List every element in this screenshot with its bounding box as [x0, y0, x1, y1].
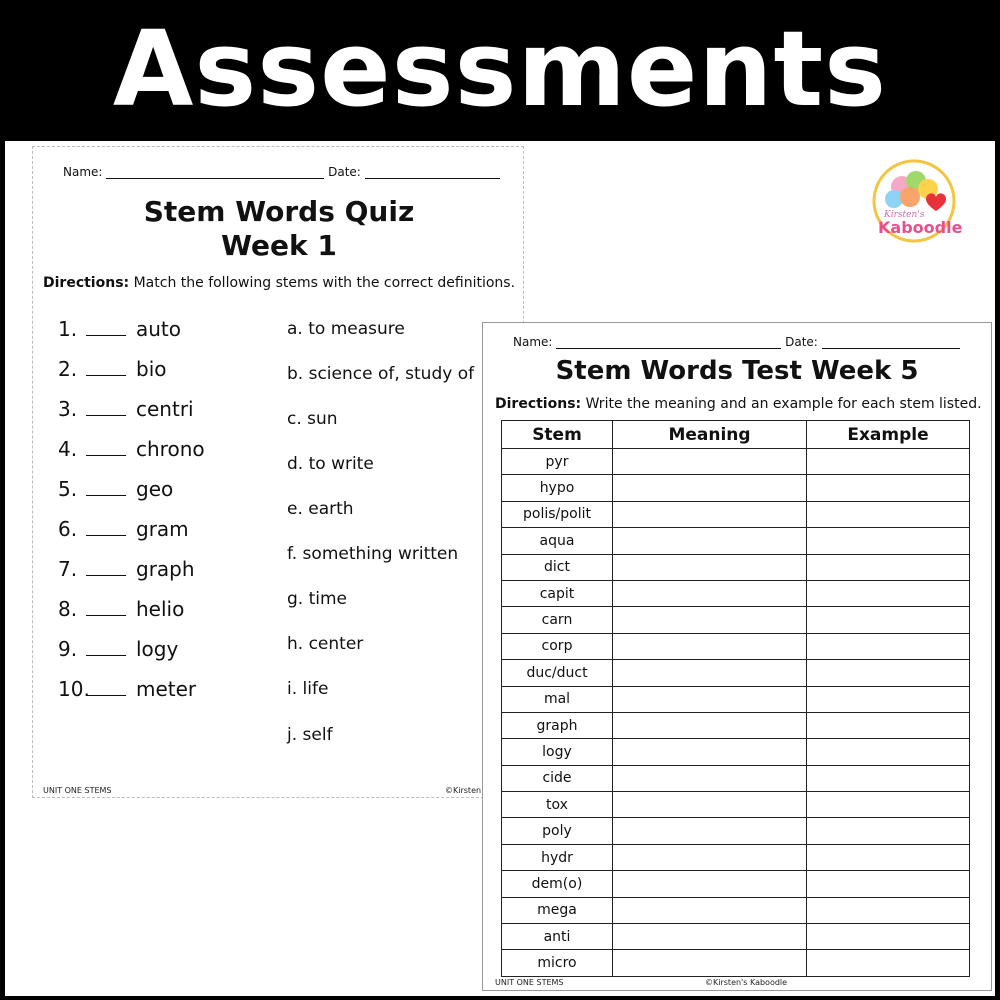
- test-name-label: Name:: [513, 335, 553, 349]
- test-footer-left: UNIT ONE STEMS: [495, 978, 564, 987]
- example-cell[interactable]: [807, 686, 970, 712]
- definition-item: b. science of, study of: [287, 364, 475, 384]
- meaning-cell[interactable]: [613, 950, 807, 976]
- meaning-cell[interactable]: [613, 554, 807, 580]
- stem-cell: hydr: [502, 844, 613, 870]
- test-name-field[interactable]: [556, 338, 781, 349]
- table-row: [502, 660, 970, 686]
- quiz-item-number: 7.: [58, 557, 78, 581]
- quiz-item-number: 1.: [58, 317, 78, 341]
- answer-blank[interactable]: [86, 401, 126, 416]
- brain-heart-icon: [864, 159, 964, 243]
- answer-blank[interactable]: [86, 681, 126, 696]
- test-date-label: Date:: [785, 335, 818, 349]
- kirstens-kaboodle-logo: [864, 159, 964, 243]
- quiz-directions-text: Match the following stems with the correct definitions.: [133, 275, 516, 291]
- example-cell[interactable]: [807, 712, 970, 738]
- meaning-cell[interactable]: [613, 739, 807, 765]
- stem-cell: micro: [502, 950, 613, 976]
- test-directions-text: Write the meaning and an example for each stem listed.: [585, 396, 982, 412]
- answer-blank[interactable]: [86, 361, 126, 376]
- stem-cell: pyr: [502, 449, 613, 475]
- answer-blank[interactable]: [86, 441, 126, 456]
- stem-table-body: [502, 449, 970, 977]
- quiz-footer-left: UNIT ONE STEMS: [43, 786, 112, 795]
- stem-cell: anti: [502, 924, 613, 950]
- example-cell[interactable]: [807, 475, 970, 501]
- logo-line2: Kaboodle: [878, 218, 963, 237]
- quiz-item: [58, 637, 178, 661]
- quiz-item: [58, 317, 181, 341]
- stem-cell: aqua: [502, 528, 613, 554]
- quiz-name-label: Name:: [63, 165, 103, 179]
- meaning-cell[interactable]: [613, 871, 807, 897]
- table-row: [502, 924, 970, 950]
- quiz-title-line2: Week 1: [221, 229, 337, 262]
- table-row: [502, 607, 970, 633]
- table-row: [502, 950, 970, 976]
- table-row: [502, 897, 970, 923]
- stem-cell: corp: [502, 633, 613, 659]
- column-header-meaning: Meaning: [613, 421, 807, 449]
- stem-cell: logy: [502, 739, 613, 765]
- example-cell[interactable]: [807, 554, 970, 580]
- table-row: [502, 501, 970, 527]
- table-row: [502, 633, 970, 659]
- answer-blank[interactable]: [86, 481, 126, 496]
- quiz-item-number: 2.: [58, 357, 78, 381]
- table-row: [502, 792, 970, 818]
- stem-cell: poly: [502, 818, 613, 844]
- example-cell[interactable]: [807, 871, 970, 897]
- meaning-cell[interactable]: [613, 924, 807, 950]
- table-row: [502, 475, 970, 501]
- stem-cell: polis/polit: [502, 501, 613, 527]
- definition-item: e. earth: [287, 499, 354, 519]
- meaning-cell[interactable]: [613, 897, 807, 923]
- meaning-cell[interactable]: [613, 818, 807, 844]
- meaning-cell[interactable]: [613, 844, 807, 870]
- quiz-item-stem: geo: [136, 477, 174, 501]
- quiz-item-stem: graph: [136, 557, 195, 581]
- stem-words-quiz-sheet: [32, 146, 524, 798]
- answer-blank[interactable]: [86, 521, 126, 536]
- meaning-cell[interactable]: [613, 607, 807, 633]
- answer-blank[interactable]: [86, 641, 126, 656]
- quiz-footer-right: ©Kirsten: [445, 786, 482, 795]
- example-cell[interactable]: [807, 950, 970, 976]
- test-directions: [495, 396, 982, 412]
- example-cell[interactable]: [807, 580, 970, 606]
- stem-table: [501, 420, 970, 977]
- quiz-item: [58, 397, 194, 421]
- logo-line1: Kirsten's: [884, 210, 925, 220]
- test-name-date-line: [513, 335, 960, 349]
- meaning-cell[interactable]: [613, 765, 807, 791]
- quiz-directions-label: Directions:: [43, 275, 130, 291]
- definition-item: a. to measure: [287, 319, 405, 339]
- table-row: [502, 765, 970, 791]
- stem-cell: capit: [502, 580, 613, 606]
- example-cell[interactable]: [807, 449, 970, 475]
- meaning-cell[interactable]: [613, 660, 807, 686]
- test-directions-label: Directions:: [495, 396, 582, 412]
- quiz-item-stem: auto: [136, 317, 182, 341]
- quiz-item: [58, 517, 189, 541]
- quiz-item-stem: gram: [136, 517, 189, 541]
- stem-cell: tox: [502, 792, 613, 818]
- stem-words-test-sheet: [483, 323, 991, 990]
- quiz-item-stem: meter: [136, 677, 197, 701]
- quiz-item-stem: centri: [136, 397, 194, 421]
- example-cell[interactable]: [807, 633, 970, 659]
- banner-title: Assessments: [112, 8, 888, 130]
- meaning-cell[interactable]: [613, 475, 807, 501]
- quiz-item-number: 4.: [58, 437, 78, 461]
- stem-cell: graph: [502, 712, 613, 738]
- definition-item: i. life: [287, 679, 329, 699]
- definition-item: c. sun: [287, 409, 338, 429]
- example-cell[interactable]: [807, 660, 970, 686]
- quiz-title-line1: Stem Words Quiz: [143, 195, 415, 228]
- quiz-item-number: 5.: [58, 477, 78, 501]
- answer-blank[interactable]: [86, 601, 126, 616]
- quiz-name-field[interactable]: [106, 168, 324, 179]
- definition-item: g. time: [287, 589, 348, 609]
- stem-cell: hypo: [502, 475, 613, 501]
- header-banner: [0, 0, 1000, 138]
- quiz-item-number: 8.: [58, 597, 78, 621]
- table-header-row: [502, 421, 970, 449]
- quiz-item: [58, 597, 184, 621]
- quiz-item: [58, 677, 196, 701]
- table-row: [502, 528, 970, 554]
- meaning-cell[interactable]: [613, 449, 807, 475]
- quiz-name-date-line: [63, 165, 500, 179]
- example-cell[interactable]: [807, 528, 970, 554]
- example-cell[interactable]: [807, 501, 970, 527]
- test-title: Stem Words Test Week 5: [555, 356, 919, 386]
- quiz-directions: [43, 275, 515, 291]
- table-row: [502, 871, 970, 897]
- example-cell[interactable]: [807, 818, 970, 844]
- definition-item: j. self: [287, 725, 333, 745]
- quiz-item: [58, 477, 173, 501]
- meaning-cell[interactable]: [613, 686, 807, 712]
- table-row: [502, 686, 970, 712]
- test-date-field[interactable]: [822, 338, 960, 349]
- table-row: [502, 554, 970, 580]
- stem-cell: dem(o): [502, 871, 613, 897]
- stem-cell: dict: [502, 554, 613, 580]
- quiz-item: [58, 557, 195, 581]
- quiz-date-label: Date:: [328, 165, 361, 179]
- definition-item: d. to write: [287, 454, 374, 474]
- table-row: [502, 449, 970, 475]
- example-cell[interactable]: [807, 607, 970, 633]
- table-row: [502, 818, 970, 844]
- example-cell[interactable]: [807, 765, 970, 791]
- quiz-item: [58, 437, 205, 461]
- example-cell[interactable]: [807, 844, 970, 870]
- stem-cell: cide: [502, 765, 613, 791]
- meaning-cell[interactable]: [613, 633, 807, 659]
- stem-cell: mal: [502, 686, 613, 712]
- meaning-cell[interactable]: [613, 528, 807, 554]
- table-row: [502, 580, 970, 606]
- table-row: [502, 844, 970, 870]
- column-header-example: Example: [807, 421, 970, 449]
- answer-blank[interactable]: [86, 321, 126, 336]
- quiz-item-stem: chrono: [136, 437, 205, 461]
- example-cell[interactable]: [807, 924, 970, 950]
- quiz-item-stem: bio: [136, 357, 167, 381]
- quiz-item-number: 3.: [58, 397, 78, 421]
- example-cell[interactable]: [807, 897, 970, 923]
- quiz-item-number: 9.: [58, 637, 78, 661]
- meaning-cell[interactable]: [613, 792, 807, 818]
- meaning-cell[interactable]: [613, 580, 807, 606]
- quiz-title: [33, 195, 525, 263]
- stem-cell: mega: [502, 897, 613, 923]
- stem-cell: duc/duct: [502, 660, 613, 686]
- quiz-item-stem: helio: [136, 597, 185, 621]
- stem-cell: carn: [502, 607, 613, 633]
- quiz-item-stem: logy: [136, 637, 179, 661]
- example-cell[interactable]: [807, 792, 970, 818]
- definition-item: h. center: [287, 634, 364, 654]
- test-footer-right: ©Kirsten's Kaboodle: [705, 978, 788, 987]
- meaning-cell[interactable]: [613, 501, 807, 527]
- table-row: [502, 739, 970, 765]
- answer-blank[interactable]: [86, 561, 126, 576]
- example-cell[interactable]: [807, 739, 970, 765]
- quiz-date-field[interactable]: [365, 168, 500, 179]
- quiz-item: [58, 357, 167, 381]
- meaning-cell[interactable]: [613, 712, 807, 738]
- column-header-stem: Stem: [502, 421, 613, 449]
- table-row: [502, 712, 970, 738]
- quiz-item-number: 6.: [58, 517, 78, 541]
- quiz-item-number: 10.: [58, 677, 90, 701]
- definition-item: f. something written: [287, 544, 459, 564]
